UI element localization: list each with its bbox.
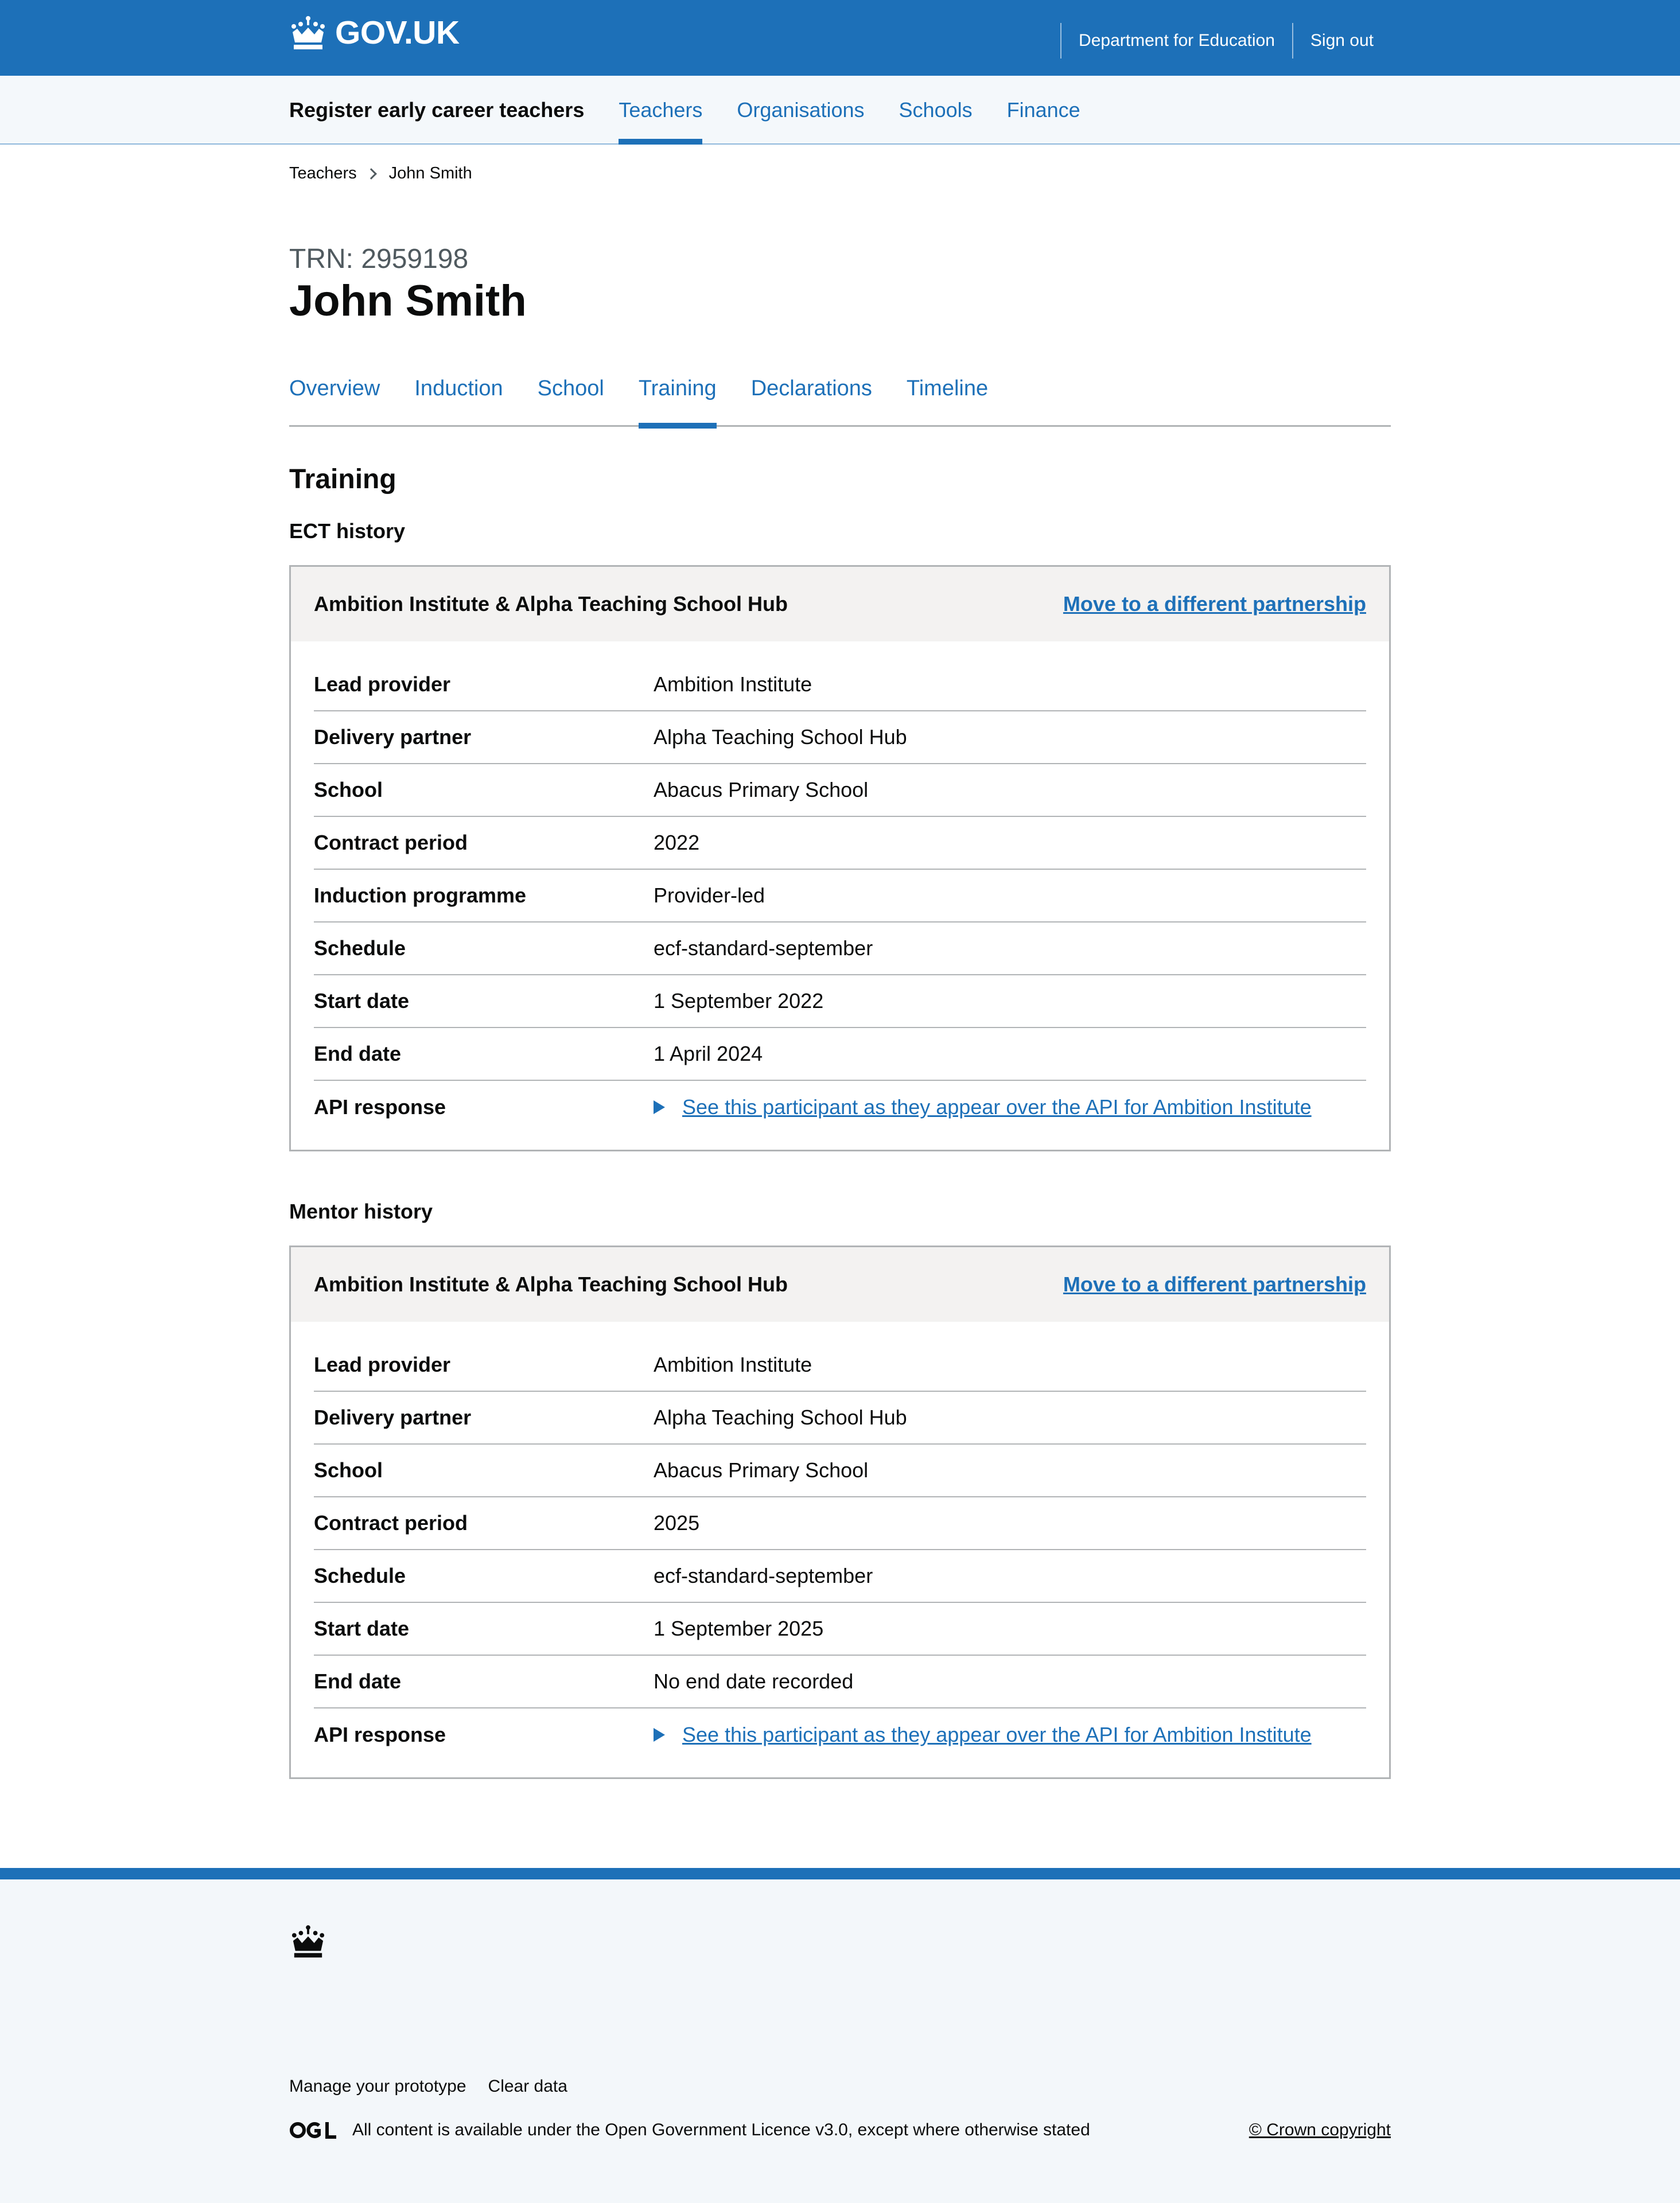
service-name[interactable]: Register early career teachers — [289, 98, 585, 122]
tab-overview[interactable]: Overview — [289, 376, 380, 401]
mentor-history-card — [289, 1245, 1391, 1779]
crown-copyright-link[interactable]: © Crown copyright — [1249, 2120, 1391, 2139]
govuk-logo-link[interactable] — [289, 14, 460, 52]
summary-row — [314, 1550, 1366, 1603]
tab-training[interactable]: Training — [639, 368, 717, 427]
row-key: Start date — [314, 1617, 410, 1641]
summary-row-api — [314, 1708, 1366, 1761]
summary-row — [314, 659, 1366, 711]
row-value: Alpha Teaching School Hub — [654, 725, 907, 749]
summary-row — [314, 1392, 1366, 1445]
summary-row — [314, 923, 1366, 975]
page-title: John Smith — [289, 276, 527, 325]
api-response-link[interactable]: See this participant as they appear over the API for Ambition Institute — [682, 1095, 1312, 1119]
tab-induction[interactable]: Induction — [414, 376, 503, 401]
row-value: Provider-led — [654, 883, 765, 908]
row-value: 1 April 2024 — [654, 1042, 763, 1066]
api-response-link[interactable]: See this participant as they appear over the API for Ambition Institute — [682, 1723, 1312, 1747]
row-key: API response — [314, 1723, 446, 1747]
breadcrumb-current: John Smith — [388, 164, 472, 182]
licence-suffix: , except where otherwise stated — [847, 2120, 1090, 2139]
row-value: 1 September 2025 — [654, 1617, 824, 1641]
clear-data-link[interactable]: Clear data — [488, 2077, 567, 2096]
card-header — [291, 567, 1389, 641]
summary-row — [314, 711, 1366, 764]
tab-school[interactable]: School — [537, 376, 604, 401]
trn-caption: TRN: 2959198 — [289, 244, 469, 274]
ogl-logo-icon — [289, 2120, 337, 2140]
teacher-sub-navigation — [289, 368, 1391, 427]
summary-row — [314, 817, 1366, 870]
row-key: Contract period — [314, 831, 468, 855]
footer — [0, 1868, 1680, 2203]
summary-list — [291, 1322, 1389, 1777]
row-key: End date — [314, 1669, 402, 1694]
row-key: End date — [314, 1042, 402, 1066]
card-header — [291, 1247, 1389, 1322]
tab-timeline[interactable]: Timeline — [906, 376, 989, 401]
row-value: Abacus Primary School — [654, 1458, 869, 1482]
row-key: Delivery partner — [314, 1406, 472, 1430]
row-value: Ambition Institute — [654, 1353, 812, 1377]
row-key: Schedule — [314, 1564, 406, 1588]
ect-history-heading: ECT history — [289, 519, 406, 543]
licence-prefix: All content is available under the — [352, 2120, 605, 2139]
summary-row — [314, 764, 1366, 817]
row-key: Schedule — [314, 936, 406, 960]
card-title: Ambition Institute & Alpha Teaching School Hub — [314, 592, 788, 616]
row-key: API response — [314, 1095, 446, 1119]
service-nav-schools[interactable]: Schools — [899, 98, 973, 122]
row-value: Alpha Teaching School Hub — [654, 1406, 907, 1430]
row-key: School — [314, 778, 383, 802]
breadcrumb-teachers-link[interactable]: Teachers — [289, 164, 357, 182]
row-key: Lead provider — [314, 672, 451, 696]
crown-icon — [289, 1924, 327, 1959]
crown-icon — [289, 15, 327, 50]
manage-prototype-link[interactable]: Manage your prototype — [289, 2077, 466, 2096]
summary-row — [314, 1028, 1366, 1081]
triangle-right-icon — [654, 1100, 665, 1114]
section-title: Training — [289, 464, 396, 495]
summary-row — [314, 1339, 1366, 1392]
move-partnership-link[interactable]: Move to a different partnership — [1063, 592, 1366, 616]
service-navigation — [0, 76, 1680, 145]
row-value: No end date recorded — [654, 1669, 854, 1694]
summary-row — [314, 870, 1366, 923]
row-value: ecf-standard-september — [654, 1564, 873, 1588]
ect-history-card — [289, 565, 1391, 1151]
row-key: Contract period — [314, 1511, 468, 1535]
row-key: Lead provider — [314, 1353, 451, 1377]
row-value: ecf-standard-september — [654, 936, 873, 960]
api-response-details[interactable] — [654, 1723, 1366, 1747]
licence-text — [352, 2120, 1090, 2140]
summary-row — [314, 1445, 1366, 1497]
api-response-details[interactable] — [654, 1095, 1366, 1119]
summary-row — [314, 1656, 1366, 1708]
row-key: School — [314, 1458, 383, 1482]
open-government-licence-link[interactable]: Open Government Licence v3.0 — [605, 2120, 848, 2139]
department-link[interactable]: Department for Education — [1079, 31, 1275, 50]
summary-row-api — [314, 1081, 1366, 1134]
triangle-right-icon — [654, 1728, 665, 1742]
service-nav-organisations[interactable]: Organisations — [737, 98, 865, 122]
row-key: Induction programme — [314, 883, 527, 908]
row-key: Delivery partner — [314, 725, 472, 749]
move-partnership-link[interactable]: Move to a different partnership — [1063, 1272, 1366, 1297]
footer-licence — [289, 2120, 1391, 2140]
row-value: 1 September 2022 — [654, 989, 824, 1013]
card-title: Ambition Institute & Alpha Teaching School Hub — [314, 1272, 788, 1297]
row-value: 2022 — [654, 831, 700, 855]
breadcrumb — [289, 145, 1391, 183]
govuk-header — [0, 0, 1680, 76]
row-value: Abacus Primary School — [654, 778, 869, 802]
summary-row — [314, 1497, 1366, 1550]
header-nav — [1060, 23, 1391, 59]
row-key: Start date — [314, 989, 410, 1013]
sign-out-link[interactable]: Sign out — [1310, 31, 1374, 50]
tab-declarations[interactable]: Declarations — [750, 376, 872, 401]
row-value: 2025 — [654, 1511, 700, 1535]
govuk-logo-text: GOV.UK — [335, 14, 460, 51]
chevron-right-icon — [365, 168, 377, 180]
footer-links — [289, 2077, 567, 2096]
summary-row — [314, 1603, 1366, 1656]
summary-list — [291, 641, 1389, 1150]
mentor-history-heading: Mentor history — [289, 1200, 433, 1224]
row-value: Ambition Institute — [654, 672, 812, 696]
service-nav-finance[interactable]: Finance — [1006, 98, 1080, 122]
main-content — [289, 145, 1391, 1779]
summary-row — [314, 975, 1366, 1028]
service-nav-teachers[interactable]: Teachers — [619, 76, 702, 145]
